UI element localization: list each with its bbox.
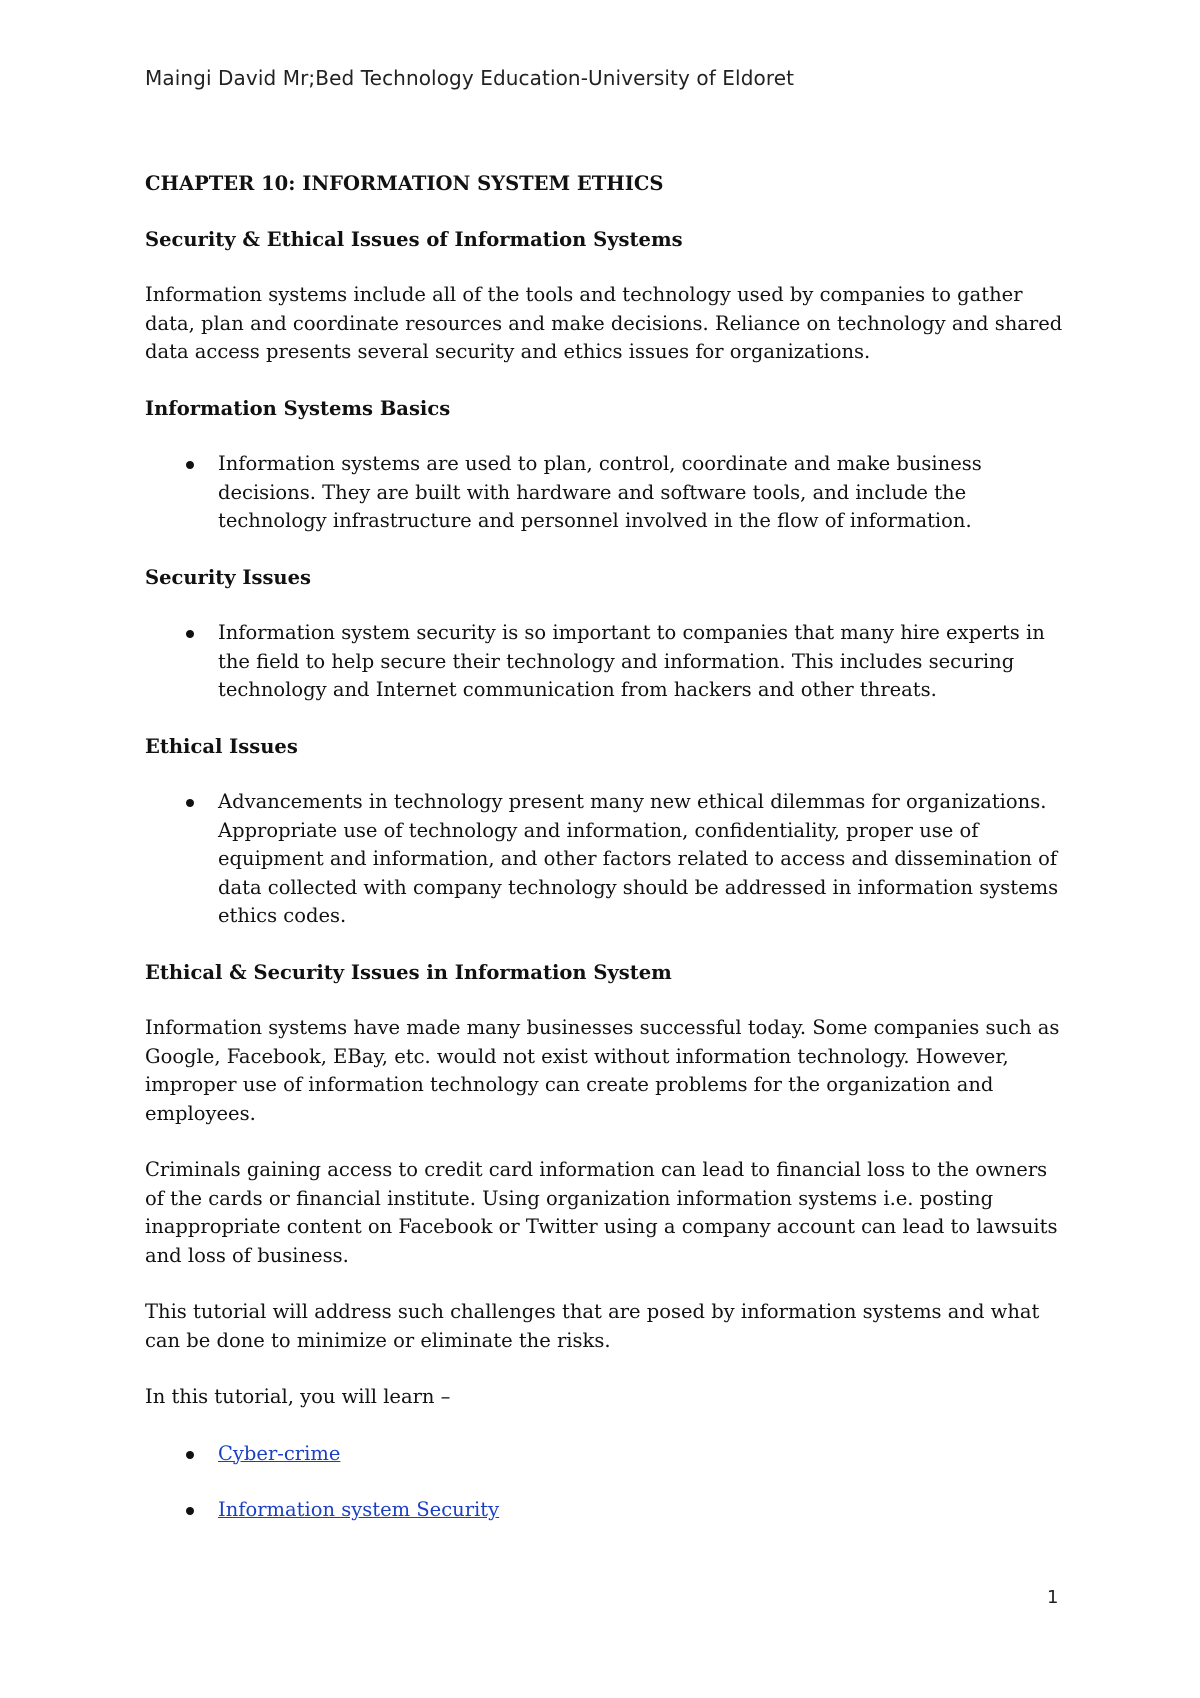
list-item-text: Advancements in technology present many new ethical dilemmas for organizations. Appropriate use of technology and information, confidentiality, proper use of equipment and information, and other factors related to access and dissemination of data collected with company technology should be addressed in information systems ethics codes. xyxy=(218,790,1059,927)
link-information-system-security[interactable]: Information system Security xyxy=(218,1498,500,1521)
bullet-icon xyxy=(186,461,194,469)
list-item xyxy=(145,1440,1070,1469)
bullet-icon xyxy=(186,1451,194,1459)
paragraph: Criminals gaining access to credit card information can lead to financial loss to the owners of the cards or financial institute. Using organization information systems i.e. posting inappropriate content on Facebook or Twitter using a company account can lead to lawsuits and loss of business. xyxy=(145,1158,1058,1267)
list-item xyxy=(145,788,1070,931)
page-number: 1 xyxy=(1047,1587,1059,1608)
bullet-icon xyxy=(186,630,194,638)
paragraph: Information systems have made many businesses successful today. Some companies such as Google, Facebook, EBay, etc. would not exist without information technology. However, improper use of information technology can create problems for the organization and employees. xyxy=(145,1016,1060,1125)
intro-paragraph: Information systems include all of the tools and technology used by companies to gather data, plan and coordinate resources and make decisions. Reliance on technology and shared data access presents several security and ethics issues for organizations. xyxy=(145,283,1063,363)
list-item-text: Information systems are used to plan, control, coordinate and make business decisions. They are built with hardware and software tools, and include the technology infrastructure and personnel involved in the flow of information. xyxy=(218,452,982,532)
list-item xyxy=(145,450,1070,536)
list-item xyxy=(145,1496,1070,1525)
list-item-text: Information system security is so important to companies that many hire experts in the field to help secure their technology and information. This includes securing technology and Internet communication from hackers and other threats. xyxy=(218,621,1045,701)
paragraph: In this tutorial, you will learn – xyxy=(145,1385,451,1408)
section-heading-ethical: Ethical Issues xyxy=(145,734,298,758)
page-header: Maingi David Mr;Bed Technology Education-University of Eldoret xyxy=(145,66,795,90)
chapter-title: CHAPTER 10: INFORMATION SYSTEM ETHICS xyxy=(145,172,664,195)
section-heading-ethical-security: Ethical & Security Issues in Information System xyxy=(145,960,672,984)
section-heading-basics: Information Systems Basics xyxy=(145,396,451,420)
section-heading-security: Security Issues xyxy=(145,565,311,589)
tutorial-links-list xyxy=(145,1440,1070,1525)
ethical-list xyxy=(145,788,1070,931)
paragraph: This tutorial will address such challenges that are posed by information systems and what can be done to minimize or eliminate the risks. xyxy=(145,1300,1040,1352)
bullet-icon xyxy=(186,1507,194,1515)
section-heading-security-ethical: Security & Ethical Issues of Information Systems xyxy=(145,227,683,251)
security-list xyxy=(145,619,1070,705)
basics-list xyxy=(145,450,1070,536)
list-item xyxy=(145,619,1070,705)
bullet-icon xyxy=(186,799,194,807)
document-body xyxy=(145,170,1070,1553)
link-cyber-crime[interactable]: Cyber-crime xyxy=(218,1441,341,1465)
